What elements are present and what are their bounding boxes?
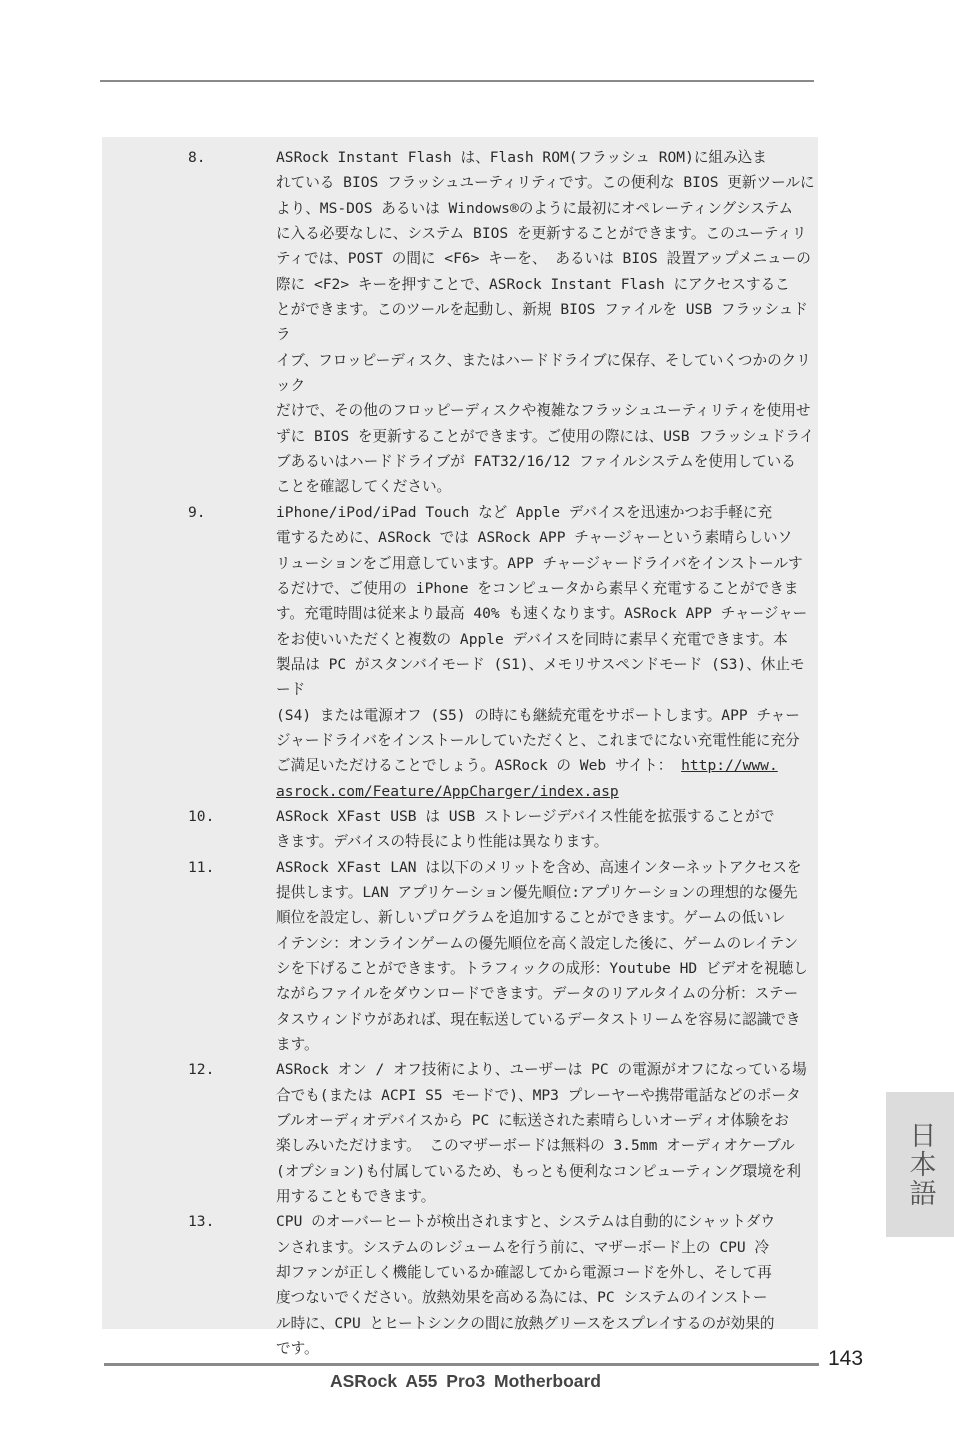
item-number: 9. [188, 503, 206, 521]
header-rule [100, 80, 814, 82]
list-item-10 [188, 804, 818, 855]
item-number: 12. [188, 1061, 215, 1079]
item-text [276, 500, 818, 804]
list-item-11 [188, 855, 818, 1058]
item-text: ASRock XFast LAN は以下のメリットを含め、高速インターネットアクセスを 提供します。LAN アプリケーション優先順位:アプリケーションの理想的な優先 順位を設定し、新しいプログラムを追加することができます。ゲームの低いレ イテンシ：オンラインゲームの優先順位を高く設定した後に、ゲームのレイテン シを下げることができます。トラフィックの成形：Youtube HD ビデオを視聴し ながらファイルをダウンロードできます。データのリアルタイムの分析：ステー タスウィンドウがあれば、現在転送しているデータストリームを容易に認識でき ます。 [276, 858, 808, 1054]
list-item-13 [188, 1209, 818, 1361]
language-tab-label: 日本語 [904, 1121, 936, 1208]
item-number: 13. [188, 1213, 215, 1231]
language-tab [886, 1092, 954, 1237]
appcharger-link[interactable]: http://www. asrock.com/Feature/AppCharger/index.asp [276, 757, 778, 800]
feature-list [188, 145, 818, 1362]
list-item-9 [188, 500, 818, 804]
item-text: CPU のオーバーヒートが検出されますと、システムは自動的にシャットダウ ンされます。システムのレジュームを行う前に、マザーボード上の CPU 冷 却ファンが正しく機能しているか確認してから電源コードを外し、そして再 度つないでください。放熱効果を高める為には、PC システムのインストー ル時に、CPU とヒートシンクの間に放熱グリースをスプレイするのが効果的 です。 [276, 1213, 776, 1358]
item-number: 8. [188, 149, 206, 166]
item-text: ASRock オン / オフ技術により、ユーザーは PC の電源がオフになっている場 合でも(または ACPI S5 モードで)、MP3 プレーヤーや携帯電話などのポータ ブルオーディオデバイスから PC に転送された素晴らしいオーディオ体験をお 楽しみいただけます。 このマザーボードは無料の 3.5mm オーディオケーブル (オプション)も付属しているため、もっとも便利なコンピューティング環境を利 用することもできます。 [276, 1061, 807, 1206]
item-text-body: iPhone/iPod/iPad Touch など Apple デバイスを迅速かつお手軽に充 電するために、ASRock では ASRock APP チャージャーという素晴らしいソ リューションをご用意しています。APP チャージャードライバをインストールす るだけで、ご使用の iPhone をコンピュータから素早く充電することができま す。充電時間は従来より最高 40% も速くなります。ASRock APP チャージャー をお使いいただくと複数の Apple デバイスを同時に素早く充電できます。本 製品は PC がスタンバイモード (S1)、メモリサスペンドモード (S3)、休止モード (S4) または電源オフ (S5) の時にも継続充電をサポートします。APP チャー ジャードライバをインストールしていただくと、これまでにない充電性能に充分 ご満足いただけることでしょう。ASRock の Web サイト： [276, 503, 808, 775]
footer-rule [104, 1363, 819, 1366]
footer-title: ASRock A55 Pro3 Motherboard [330, 1371, 601, 1391]
list-item-8 [188, 145, 818, 500]
page-number: 143 [828, 1347, 864, 1370]
item-text: ASRock Instant Flash は、Flash ROM(フラッシュ ROM)に組み込ま れている BIOS フラッシュユーティリティです。この便利な BIOS 更新ツールに より、MS-DOS あるいは Windows®のように最初にオペレーティングシステム に入る必要なしに、システム BIOS を更新することができます。このユーティリ ティでは、POST の間に <F6> キーを、 あるいは BIOS 設置アップメニューの 際に <F2> キーを押すことで、ASRock Instant Flash にアクセスするこ とができます。このツールを起動し、新規 BIOS ファイルを USB フラッシュドラ イブ、フロッピーディスク、またはハードドライブに保存、そしていくつかのクリック だけで、その他のフロッピーディスクや複雑なフラッシュユーティリティを使用せ ずに BIOS を更新することができます。ご使用の際には、USB フラッシュドライ ブあるいはハードドライブが FAT32/16/12 ファイルシステムを使用している ことを確認してください。 [276, 149, 815, 496]
item-number: 11. [188, 858, 215, 876]
item-number: 10. [188, 807, 215, 825]
list-item-12 [188, 1057, 818, 1209]
item-text: ASRock XFast USB は USB ストレージデバイス性能を拡張することがで きます。デバイスの特長により性能は異なります。 [276, 807, 775, 851]
